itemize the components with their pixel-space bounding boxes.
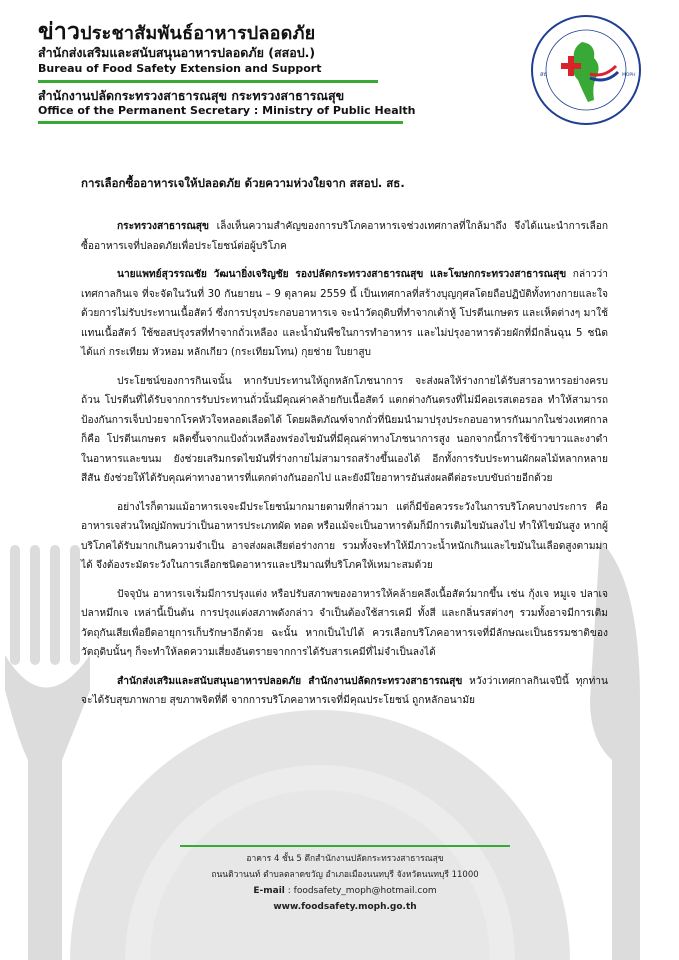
bureau-logo-icon <box>530 14 642 126</box>
paragraph-lead: กระทรวงสาธารณสุข <box>117 221 209 232</box>
footer-email <box>180 883 510 899</box>
paragraph-text: เล็งเห็นความสำคัญของการบริโภคอาหารเจช่วงเทศกาลที่ใกล้มาถึง จึงได้แนะนำการเลือกซื้ออาหารเจที่ปลอดภัยเพื่อประโยชน์ต่อผู้บริโภค <box>81 221 608 252</box>
paragraph: ปัจจุบัน อาหารเจเริ่มมีการปรุงแต่ง หรือปรับสภาพของอาหารให้คล้ายคลึงเนื้อสัตว์มากขึ้น เช่น กุ้งเจ หมูเจ ปลาเจ ปลาหมึกเจ เหล่านี้เป็นต้น การปรุงแต่งสภาพดังกล่าว จำเป็นต้องใช้สารเคมี ทั้งสี และกลิ่นรสต่างๆ รวมทั้งอาจมีการเติมวัตถุกันเสียเพื่อยืดอายุการเก็บรักษาอีกด้วย ฉะนั้น หากเป็นไปได้ ควรเลือกบริโภคอาหารเจที่มีลักษณะเป็นธรรมชาติของวัตถุดิบนั้นๆ ก็จะทำให้ลดความเสี่ยงอันตรายจากการได้รับสารเคมีที่ไม่จำเป็นลงได้ <box>81 588 608 658</box>
paragraph <box>81 672 608 711</box>
paragraph-text: กล่าวว่า เทศกาลกินเจ ที่จะจัดในวันที่ 30 กันยายน – 9 ตุลาคม 2559 นี้ เป็นเทศกาลที่สร้างบุญกุศลโดยถือปฏิบัติทั้งทางกายและใจด้วยการไม่รับประทานเนื้อสัตว์ ซึ่งการปรุงประกอบอาหารเจ จะนำวัตถุดิบที่ทำจากเต้าหู้ โปรตีนเกษตร และเห็ดต่างๆ มาใช้แทนเนื้อสัตว์ ใช้ซอสปรุงรสที่ทำจากถั่วเหลือง และน้ำมันพืชในการทำอาหาร และไม่ปรุงอาหารด้วยผักที่มีกลิ่นฉุน 5 ชนิด ได้แก่ กระเทียม หัวหอม หลักเกียว (กระเทียมโทน) กุยช่าย ใบยาสูบ <box>81 269 608 358</box>
news-title-text: ประชาสัมพันธ์อาหารปลอดภัย <box>80 23 316 44</box>
paragraph-lead: นายแพทย์สุวรรณชัย วัฒนายิ่งเจริญชัย รองปลัดกระทรวงสาธารณสุข และโฆษกกระทรวงสาธารณสุข <box>117 269 567 280</box>
divider <box>38 121 403 124</box>
footer-contact <box>180 845 510 915</box>
paragraph-text: หวังว่าเทศกาลกินเจปีนี้ ทุกท่านจะได้รับสุขภาพกาย สุขภาพจิตที่ดี จากการบริโภคอาหารเจที่มีคุณประโยชน์ ถูกหลักอนามัย <box>81 675 608 706</box>
email-address[interactable]: : foodsafety_moph@hotmail.com <box>284 886 437 896</box>
footer-address-line-1: อาคาร 4 ชั้น 5 ตึกสำนักงานปลัดกระทรวงสาธารณสุข <box>246 854 444 864</box>
logo-left-mark: สธ <box>540 71 548 78</box>
paragraph-lead: สำนักส่งเสริมและสนับสนุนอาหารปลอดภัย สำนักงานปลัดกระทรวงสาธารณสุข <box>117 675 463 687</box>
ministry-name-thai: สำนักงานปลัดกระทรวงสาธารณสุข กระทรวงสาธารณสุข <box>38 88 345 103</box>
email-label: E-mail <box>253 886 285 896</box>
paragraph: ประโยชน์ของการกินเจนั้น หากรับประทานให้ถูกหลักโภชนาการ จะส่งผลให้ร่างกายได้รับสารอาหารอย่างครบถ้วน โปรตีนที่ได้รับจากการรับประทานถั่วนั้นมีคุณค่าคล้ายกับเนื้อสัตว์ แตกต่างกันตรงที่ไม่มีคอเรสเตอรอล ทำให้สามารถป้องกันการเจ็บป่วยจากโรคหัวใจหลอดเลือดได้ โดยผลิตภัณฑ์จากถั่วที่นิยมนำมาปรุงประกอบอาหารกันมากในช่วงเทศกาลก็คือ โปรตีนเกษตร ผลิตขึ้นจากแป้งถั่วเหลืองพร่องไขมันที่มีคุณค่าทางโภชนาการสูง นอกจากนี้การใช้ข้าวขาวและงาดำในอาหารและขนม ยังช่วยเสริมกรดไขมันที่ร่างกายไม่สามารถสร้างขึ้นเองได้ อีกทั้งการรับประทานผักผลไม้หลากหลายสีสัน ยังช่วยให้ได้รับคุณค่าทางอาหารที่แตกต่างกันออกไป และยังมีใยอาหารอันส่งผลดีต่อระบบขับถ่ายอีกด้วย <box>81 375 608 484</box>
logo-right-mark: MOPH <box>622 73 636 78</box>
divider <box>38 80 378 83</box>
paragraph: อย่างไรก็ตามแม้อาหารเจจะมีประโยชน์มากมายตามที่กล่าวมา แต่ก็มีข้อควรระวังในการบริโภคบางประการ คือ อาหารเจส่วนใหญ่มักพบว่าเป็นอาหารประเภทผัด ทอด หรือแม้จะเป็นอาหารต้มก็มีการเติมไขมันลงไป ทำให้ไขมันสูง หากผู้บริโภคได้รับมากเกินความจำเป็น อาจส่งผลเสียต่อร่างกาย รวมทั้งจะทำให้มีภาวะน้ำหนักเกินและไขมันในเลือดสูงตามมาได้ จึงต้องระมัดระวังในการเลือกชนิดอาหารและปริมาณที่บริโภคให้เหมาะสมด้วย <box>81 501 608 571</box>
document-body <box>81 217 608 720</box>
footer-website-link[interactable]: www.foodsafety.moph.go.th <box>273 902 417 912</box>
fork-silhouette-icon <box>5 545 90 960</box>
news-title-prefix: ข่าว <box>38 19 81 45</box>
plate-silhouette-icon <box>70 710 570 960</box>
footer-address-line-2: ถนนติวานนท์ ตำบลตลาดขวัญ อำเภอเมืองนนทบุรี จังหวัดนนทบุรี 11000 <box>211 870 479 880</box>
bureau-name-thai: สำนักส่งเสริมและสนับสนุนอาหารปลอดภัย (สสอป.) <box>38 45 316 60</box>
document-heading: การเลือกซื้ออาหารเจให้ปลอดภัย ด้วยความห่วงใยจาก สสอป. สธ. <box>81 176 405 190</box>
paragraph <box>81 217 608 256</box>
ministry-name-english: Office of the Permanent Secretary : Ministry of Public Health <box>38 104 416 117</box>
bureau-name-english: Bureau of Food Safety Extension and Support <box>38 62 322 75</box>
divider <box>180 845 510 847</box>
paragraph <box>81 265 608 363</box>
